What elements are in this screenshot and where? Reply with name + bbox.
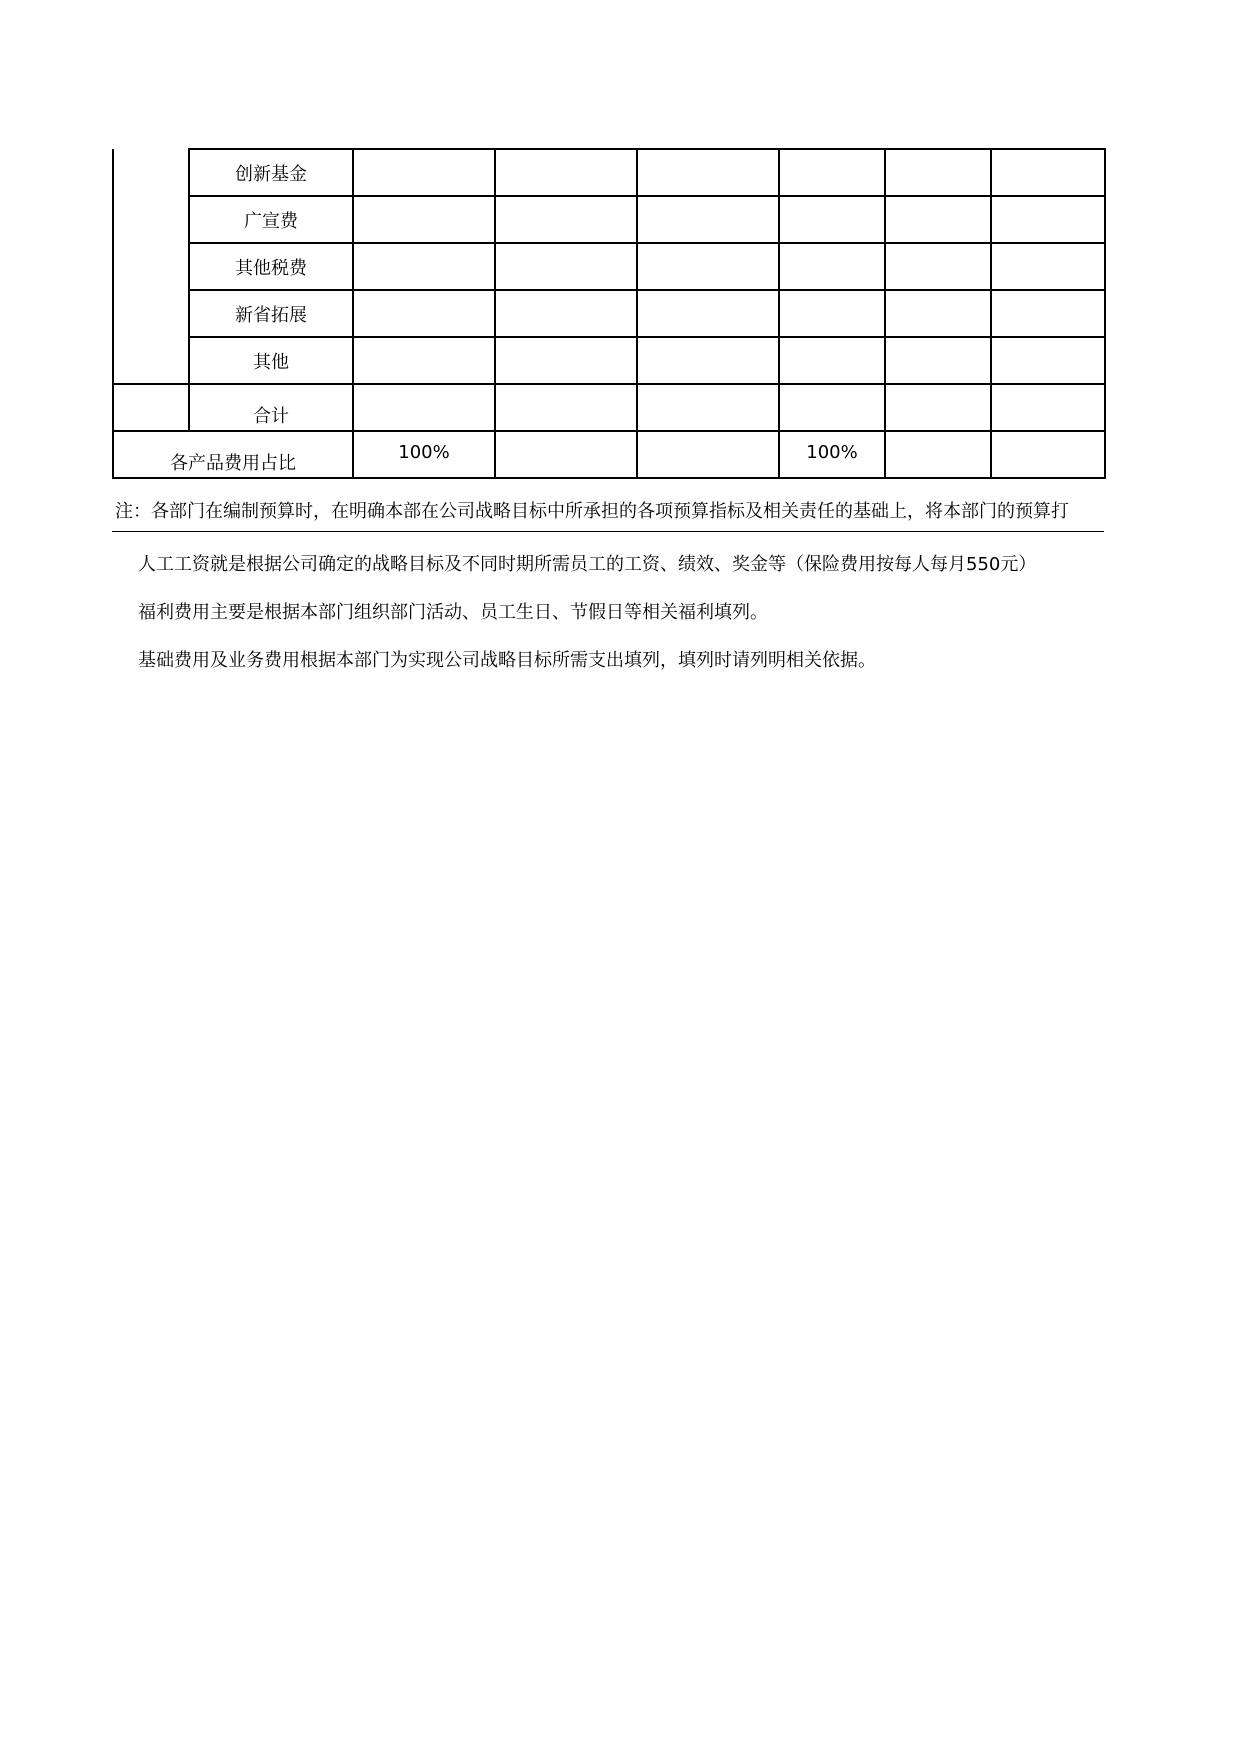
table-row (113, 243, 1105, 290)
value-cell[interactable] (779, 149, 885, 196)
value-cell[interactable] (779, 290, 885, 337)
value-cell[interactable] (637, 384, 779, 431)
value-cell[interactable] (991, 243, 1105, 290)
value-cell[interactable] (495, 149, 637, 196)
value-cell[interactable] (991, 149, 1105, 196)
table-row (113, 290, 1105, 337)
table-row-total (113, 384, 1105, 431)
value-cell[interactable] (353, 243, 495, 290)
note-paragraph-salary: 人工工资就是根据公司确定的战略目标及不同时期所需员工的工资、绩效、奖金等（保险费用按每人每月550元） (138, 554, 1037, 575)
value-cell[interactable] (353, 290, 495, 337)
note-intro: 注：各部门在编制预算时，在明确本部在公司战略目标中所承担的各项预算指标及相关责任的基础上，将本部门的预算打 (115, 501, 1069, 522)
group-cell (113, 337, 189, 384)
value-cell[interactable] (885, 290, 991, 337)
value-cell[interactable] (991, 384, 1105, 431)
table-row (113, 196, 1105, 243)
ratio-cell[interactable] (637, 431, 779, 478)
ratio-cell[interactable]: 100% (779, 431, 885, 478)
value-cell[interactable] (637, 337, 779, 384)
value-cell[interactable] (779, 384, 885, 431)
value-cell[interactable] (495, 384, 637, 431)
ratio-label: 各产品费用占比 (113, 431, 353, 478)
group-cell (113, 290, 189, 337)
ratio-cell[interactable]: 100% (353, 431, 495, 478)
value-cell[interactable] (991, 196, 1105, 243)
note-paragraph-welfare: 福利费用主要是根据本部门组织部门活动、员工生日、节假日等相关福利填列。 (138, 602, 768, 623)
divider (112, 531, 1104, 532)
value-cell[interactable] (885, 384, 991, 431)
row-label: 合计 (189, 384, 353, 431)
value-cell[interactable] (779, 337, 885, 384)
value-cell[interactable] (637, 290, 779, 337)
value-cell[interactable] (991, 337, 1105, 384)
ratio-cell[interactable] (991, 431, 1105, 478)
value-cell[interactable] (885, 149, 991, 196)
row-label: 创新基金 (189, 149, 353, 196)
row-label: 广宣费 (189, 196, 353, 243)
group-cell (113, 243, 189, 290)
value-cell[interactable] (353, 149, 495, 196)
table-row (113, 337, 1105, 384)
value-cell[interactable] (991, 290, 1105, 337)
value-cell[interactable] (779, 243, 885, 290)
budget-table (112, 148, 1106, 479)
ratio-cell[interactable] (885, 431, 991, 478)
value-cell[interactable] (353, 384, 495, 431)
group-cell (113, 149, 189, 196)
row-label: 其他税费 (189, 243, 353, 290)
value-cell[interactable] (637, 196, 779, 243)
value-cell[interactable] (637, 243, 779, 290)
value-cell[interactable] (885, 337, 991, 384)
value-cell[interactable] (353, 196, 495, 243)
group-cell (113, 384, 189, 431)
ratio-cell[interactable] (495, 431, 637, 478)
value-cell[interactable] (885, 243, 991, 290)
table-row (113, 149, 1105, 196)
value-cell[interactable] (637, 149, 779, 196)
value-cell[interactable] (495, 196, 637, 243)
row-label: 新省拓展 (189, 290, 353, 337)
note-paragraph-expenses: 基础费用及业务费用根据本部门为实现公司战略目标所需支出填列，填列时请列明相关依据。 (138, 650, 876, 671)
value-cell[interactable] (779, 196, 885, 243)
row-label: 其他 (189, 337, 353, 384)
value-cell[interactable] (353, 337, 495, 384)
group-cell (113, 196, 189, 243)
value-cell[interactable] (495, 290, 637, 337)
value-cell[interactable] (495, 243, 637, 290)
value-cell[interactable] (495, 337, 637, 384)
value-cell[interactable] (885, 196, 991, 243)
table-row-ratio (113, 431, 1105, 478)
